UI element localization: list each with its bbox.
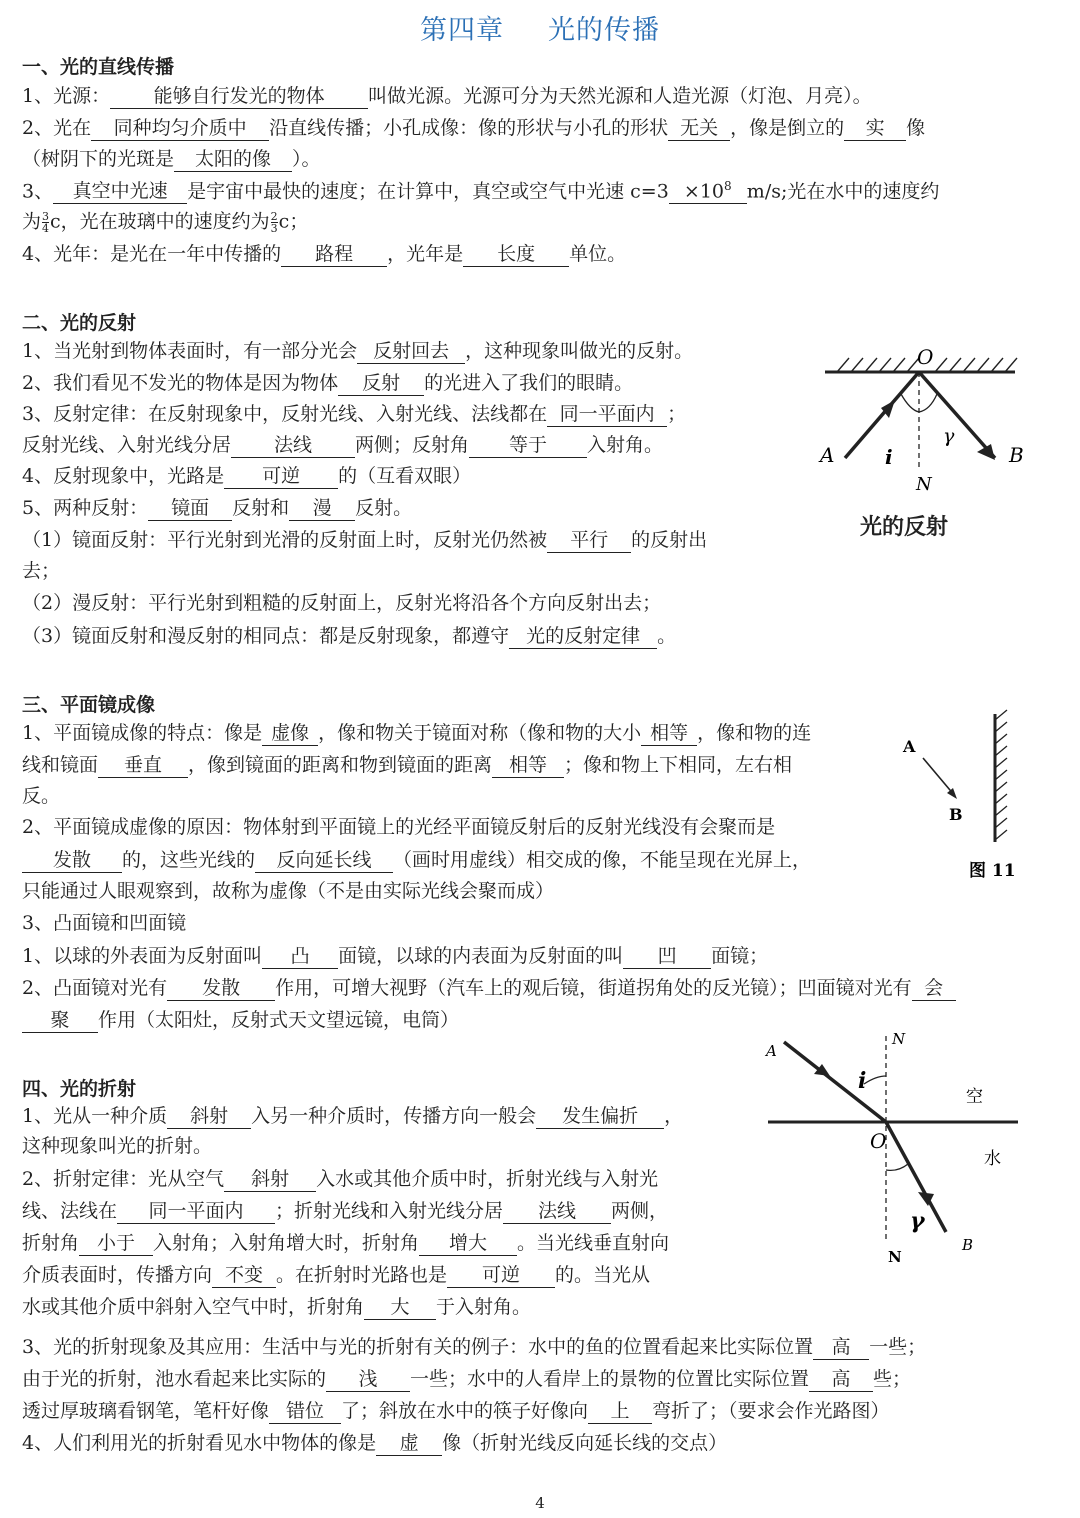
blank: 长度	[463, 244, 569, 267]
s3-line-5: 发散 的，这些光线的 反向延长线 （画时用虚线）相交成的像，不能呈现在光屏上，	[22, 850, 811, 873]
blank: $\times 10^8$	[669, 180, 747, 204]
label-gamma: γ	[943, 425, 955, 447]
blank: 小于	[79, 1233, 153, 1256]
s1-line-5: 为 $\frac{3}{4}$ c，光在玻璃中的速度约为 $\frac{2}{3}$ c；	[22, 210, 309, 235]
s4-line-8: 3、光的折射现象及其应用：生活中与光的折射有关的例子：水中的鱼的位置看起来比实际位置 高 一些；	[22, 1336, 927, 1358]
label-N: N	[916, 474, 932, 495]
s1-line-2: 2、光在 同种均匀介质中 沿直线传播；小孔成像：像的形状与小孔的形状 无关 ，像是倒立的 实 像	[22, 117, 926, 139]
s4-line-6: 介质表面时，传播方向 不变 。在折射时光路也是 可逆 的。当光从	[22, 1264, 651, 1286]
s2-line-7: （1）镜面反射：平行光射到光滑的反射面上时，反射光仍然被 平行 的反射出	[22, 529, 708, 551]
fraction-2-3: $\frac{2}{3}$	[270, 210, 278, 235]
s4-line-2: 这种现象叫光的折射。	[22, 1135, 213, 1157]
blank: 发散	[22, 850, 122, 873]
blank: 漫	[289, 498, 355, 521]
label-i: i	[858, 1068, 867, 1094]
blank: 同一平面内	[547, 404, 667, 427]
label-O: O	[870, 1129, 887, 1153]
s4-line-9: 由于光的折射，池水看起来比实际的 浅 一些；水中的人看岸上的景物的位置比实际位置 高 些；	[22, 1368, 912, 1390]
s4-line-10: 透过厚玻璃看钢笔，笔杆好像 错位 了；斜放在水中的筷子好像向 上 弯折了；（要求会作光路图）	[22, 1400, 890, 1422]
label-B: B	[1009, 443, 1024, 467]
blank: 斜射	[224, 1169, 316, 1192]
blank: 发散	[167, 978, 275, 1001]
blank: 实	[844, 118, 906, 141]
blank: 虚	[376, 1433, 442, 1456]
s2-line-9: （2）漫反射：平行光射到粗糙的反射面上，反射光将沿各个方向反射出去；	[22, 592, 662, 614]
s3-line-7: 3、凸面镜和凹面镜	[22, 912, 187, 934]
blank: 可逆	[224, 466, 338, 489]
s1-line-4: 3、 真空中光速 是宇宙中最快的速度；在计算中，真空或空气中光速 $c=3 \times 10^8$ m/s;光在水中的速度约	[22, 179, 940, 203]
blank: 同一平面内	[117, 1201, 275, 1224]
blank: 真空中光速	[53, 181, 187, 204]
label-B: B	[949, 805, 963, 824]
blank: 同种均匀介质中	[91, 118, 269, 141]
s4-line-4: 线、法线在 同一平面内 ；折射光线和入射光线分居 法线 两侧，	[22, 1200, 669, 1222]
reflection-diagram	[815, 340, 1035, 500]
blank: 等于	[469, 435, 587, 458]
section-3-heading: 三、平面镜成像	[22, 694, 156, 716]
blank: 增大	[419, 1233, 517, 1256]
refraction-diagram	[760, 1022, 1030, 1272]
blank: 太阳的像	[174, 149, 292, 172]
label-A: A	[766, 1042, 777, 1060]
blank: 上	[588, 1401, 652, 1424]
blank: 光的反射定律	[509, 626, 657, 649]
section-1-heading: 一、光的直线传播	[22, 56, 175, 78]
blank: 能够自行发光的物体	[110, 86, 368, 109]
blank: 法线	[503, 1201, 611, 1224]
s2-line-1: 1、当光射到物体表面时，有一部分光会 反射回去 ，这种现象叫做光的反射。	[22, 340, 694, 362]
s3-line-6: 只能通过人眼观察到，故称为虚像（不是由实际光线会聚而成）	[22, 880, 555, 902]
chapter-topic: 光的传播	[548, 15, 660, 46]
page-title	[0, 8, 1080, 47]
fraction-3-4: $\frac{3}{4}$	[42, 210, 50, 235]
label-N-bottom: N	[888, 1248, 902, 1266]
blank: 高	[809, 1369, 873, 1392]
s1-line-6: 4、光年：是光在一年中传播的 路程 ，光年是 长度 单位。	[22, 243, 627, 265]
s2-line-5: 4、反射现象中，光路是 可逆 的（互看双眼）	[22, 465, 472, 487]
s3-line-4: 2、平面镜成虚像的原因：物体射到平面镜上的光经平面镜反射后的反射光线没有会聚而是	[22, 816, 776, 838]
s1-line-3: （树阴下的光斑是 太阳的像 ）。	[22, 148, 321, 170]
blank: 高	[813, 1337, 869, 1360]
label-A: A	[903, 737, 916, 756]
label-O: O	[917, 345, 934, 369]
s4-line-1: 1、光从一种介质 斜射 入另一种介质时，传播方向一般会 发生偏折 ，	[22, 1105, 684, 1127]
blank: 虚像	[262, 723, 318, 746]
s2-line-4: 反射光线、入射光线分居 法线 两侧；反射角 等于 入射角。	[22, 434, 664, 456]
blank: 反向延长线	[255, 850, 393, 873]
label-air: 空	[966, 1087, 983, 1107]
blank: 可逆	[447, 1265, 555, 1288]
blank: 反射回去	[357, 341, 465, 364]
blank: 凹	[623, 946, 711, 969]
s4-line-11: 4、人们利用光的折射看见水中物体的像是 虚 像（折射光线反向延长线的交点）	[22, 1432, 728, 1454]
figure-11-caption: 图 11	[969, 861, 1016, 881]
section-4-heading: 四、光的折射	[22, 1078, 137, 1100]
blank: 镜面	[148, 498, 232, 521]
blank: 会	[912, 978, 956, 1001]
blank: 反射	[338, 373, 424, 396]
label-gamma: γ	[910, 1208, 925, 1234]
s2-line-3: 3、反射定律：在反射现象中，反射光线、入射光线、法线都在 同一平面内 ；	[22, 403, 687, 425]
blank: 相等	[641, 723, 697, 746]
s2-line-10: （3）镜面反射和漫反射的相同点：都是反射现象，都遵守 光的反射定律 。	[22, 625, 677, 647]
page-number: 4	[535, 1494, 545, 1512]
blank: 法线	[231, 435, 355, 458]
label-N-top: N	[892, 1030, 906, 1048]
blank: 浅	[326, 1369, 410, 1392]
blank: 不变	[212, 1265, 276, 1288]
s3-line-2: 线和镜面 垂直 ，像到镜面的距离和物到镜面的距离 相等 ；像和物上下相同，左右相	[22, 754, 793, 776]
blank: 平行	[547, 530, 631, 553]
label-water: 水	[984, 1149, 1001, 1169]
blank: 凸	[262, 946, 338, 969]
s2-line-6: 5、两种反射： 镜面 反射和 漫 反射。	[22, 497, 413, 519]
s3-line-3: 反。	[22, 785, 61, 807]
s3-line-9: 2、凸面镜对光有 发散 作用，可增大视野（汽车上的观后镜，街道拐角处的反光镜）；凹面镜对光有 会	[22, 978, 956, 1001]
s2-line-8: 去；	[22, 560, 61, 582]
blank: 聚	[22, 1010, 98, 1033]
s4-line-7: 水或其他介质中斜射入空气中时，折射角 大 于入射角。	[22, 1296, 532, 1318]
plane-mirror-diagram	[895, 706, 1035, 886]
blank: 大	[364, 1297, 436, 1320]
s3-line-1: 1、平面镜成像的特点：像是 虚像 ，像和物关于镜面对称（像和物的大小 相等 ，像和物的连	[22, 722, 812, 744]
s1-line-1: 1、光源： 能够自行发光的物体 叫做光源。光源可分为天然光源和人造光源（灯泡、月亮）。	[22, 85, 872, 107]
reflection-caption: 光的反射	[860, 515, 949, 540]
chapter-number: 第四章	[420, 15, 504, 46]
blank: 发生偏折	[536, 1106, 664, 1129]
blank: 路程	[281, 244, 387, 267]
blank: 无关	[668, 118, 730, 141]
s4-line-5: 折射角 小于 入射角；入射角增大时，折射角 增大 。当光线垂直射向	[22, 1232, 670, 1254]
blank: 斜射	[167, 1106, 251, 1129]
blank: 垂直	[98, 755, 188, 778]
s2-line-2: 2、我们看见不发光的物体是因为物体 反射 的光进入了我们的眼睛。	[22, 372, 634, 394]
label-i: i	[885, 445, 893, 469]
blank: 错位	[269, 1401, 341, 1424]
s3-line-8: 1、以球的外表面为反射面叫 凸 面镜，以球的内表面为反射面的叫 凹 面镜；	[22, 945, 769, 967]
section-2-heading: 二、光的反射	[22, 312, 137, 334]
blank: 相等	[492, 755, 564, 778]
s3-line-10: 聚 作用（太阳灶，反射式天文望远镜，电筒）	[22, 1010, 459, 1033]
s4-line-3: 2、折射定律：光从空气 斜射 入水或其他介质中时，折射光线与入射光	[22, 1168, 659, 1190]
label-B: B	[962, 1236, 974, 1254]
label-A: A	[820, 443, 835, 467]
